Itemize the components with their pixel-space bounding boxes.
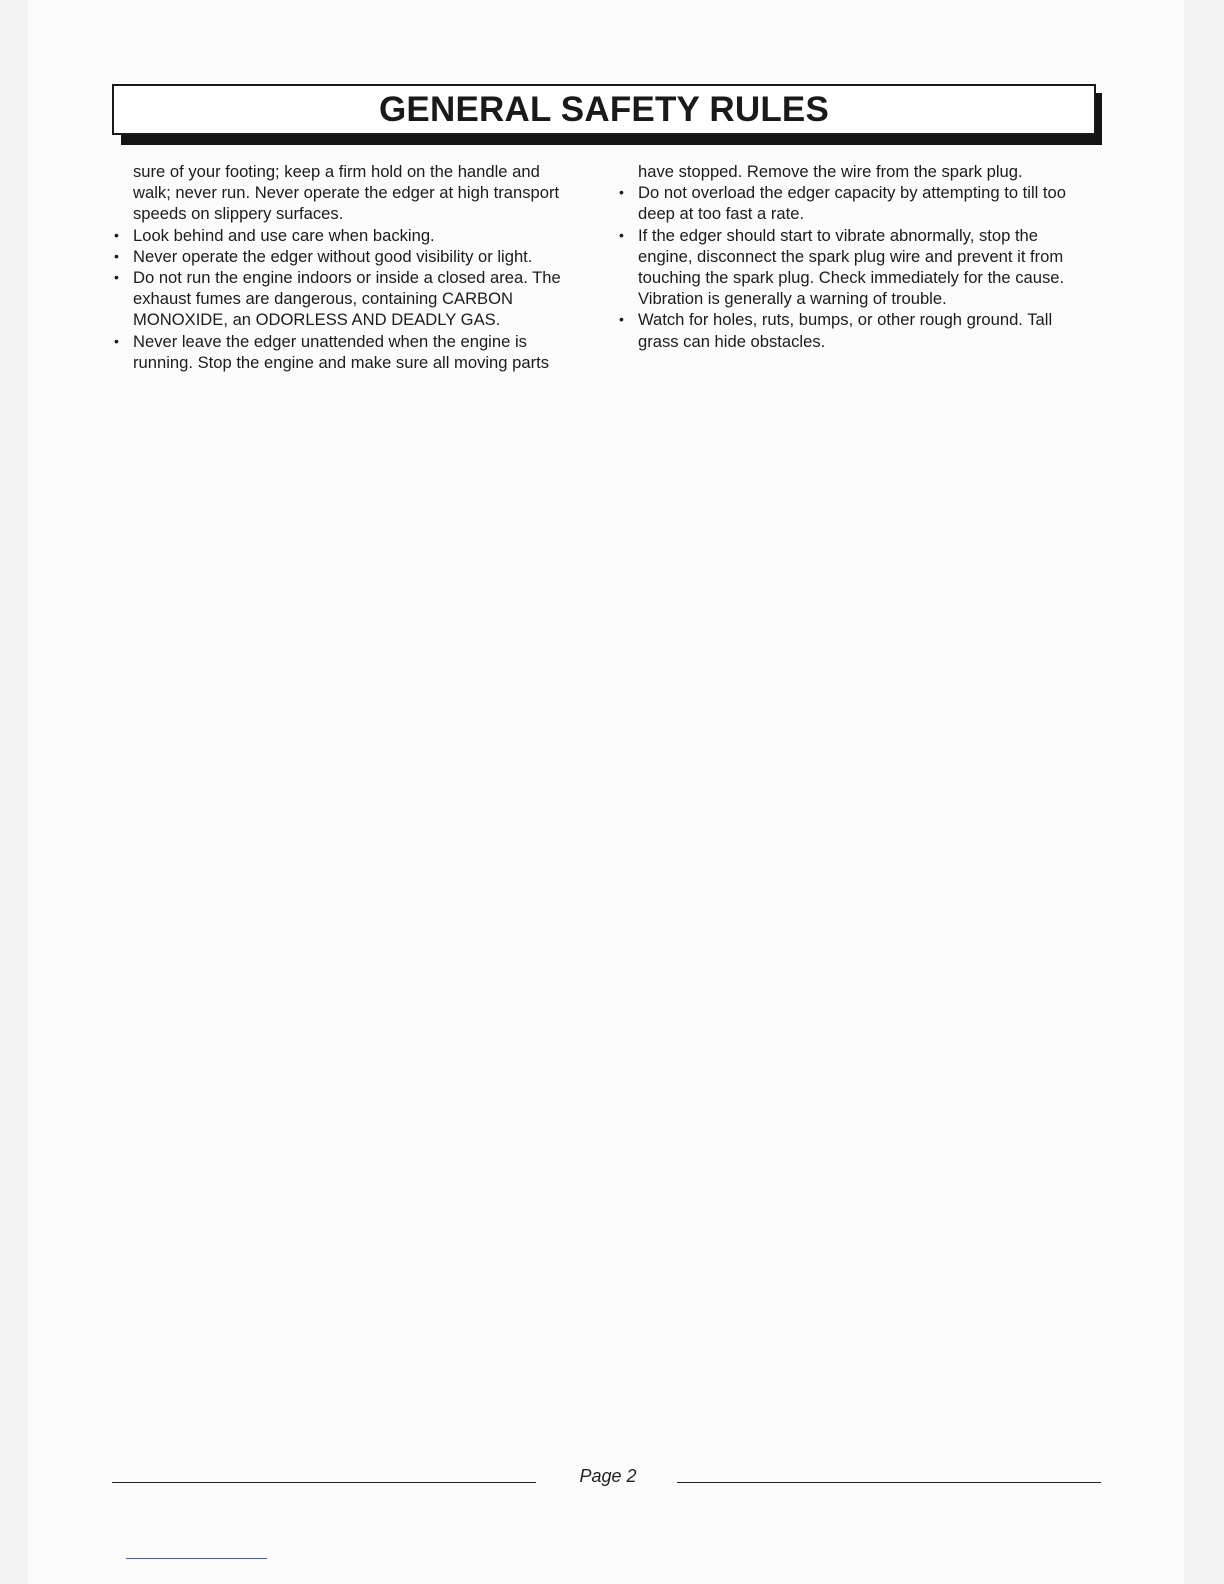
text-line (111, 267, 601, 288)
text-line-content: Do not overload the edger capacity by attempting to till too (638, 183, 1067, 203)
text-line (616, 331, 1106, 352)
bullet-icon: • (619, 184, 624, 201)
text-line-content: Never operate the edger without good visibility or light. (133, 246, 533, 266)
text-line (616, 161, 1106, 182)
text-line-content: speeds on slippery surfaces. (133, 204, 344, 224)
bullet-item (616, 309, 1106, 351)
page-number: Page 2 (579, 1466, 637, 1486)
text-line (111, 246, 601, 267)
bullet-item (111, 225, 601, 246)
bullet-item (616, 225, 1106, 310)
text-line (111, 352, 601, 373)
text-line (111, 161, 601, 182)
bullet-item (616, 182, 1106, 224)
text-line (111, 309, 601, 330)
bullet-icon: • (619, 226, 624, 243)
text-line-content: walk; never run. Never operate the edger at high transport (133, 183, 560, 203)
text-line (616, 246, 1106, 267)
footer-rule-left (112, 1482, 536, 1483)
text-line (616, 267, 1106, 288)
continued-paragraph (111, 161, 601, 225)
text-line (616, 288, 1106, 309)
text-line-content: engine, disconnect the spark plug wire and prevent it from (638, 246, 1064, 266)
text-line-content: Never leave the edger unattended when the engine is (133, 331, 527, 351)
text-line-content: Look behind and use care when backing. (133, 225, 435, 245)
text-line (616, 309, 1106, 330)
text-line-content: touching the spark plug. Check immediately for the cause. (638, 268, 1065, 288)
text-line (616, 182, 1106, 203)
bullet-icon: • (619, 311, 624, 328)
footer-rule-right (677, 1482, 1101, 1483)
bullet-item (111, 246, 601, 267)
left-column (111, 161, 601, 373)
text-line (111, 225, 601, 246)
page-title: GENERAL SAFETY RULES (379, 89, 829, 129)
bullet-icon: • (114, 269, 119, 286)
link-underline[interactable] (126, 1558, 267, 1559)
continued-paragraph (616, 161, 1106, 182)
text-line (111, 203, 601, 224)
text-line-content: Vibration is generally a warning of trouble. (638, 289, 947, 309)
text-line-content: Watch for holes, ruts, bumps, or other rough ground. Tall (638, 310, 1053, 330)
title-banner (112, 84, 1096, 135)
text-line-content: running. Stop the engine and make sure all moving parts (133, 352, 550, 372)
text-line-content: deep at too fast a rate. (638, 204, 805, 224)
text-line-content: Do not run the engine indoors or inside a closed area. The (133, 268, 561, 288)
bullet-icon: • (114, 332, 119, 349)
text-line (616, 225, 1106, 246)
text-line (111, 331, 601, 352)
bullet-icon: • (114, 247, 119, 264)
text-line (111, 182, 601, 203)
text-line-content: have stopped. Remove the wire from the spark plug. (638, 162, 1023, 181)
text-line (616, 203, 1106, 224)
text-line-content: grass can hide obstacles. (638, 331, 826, 351)
text-line-content: MONOXIDE, an ODORLESS AND DEADLY GAS. (133, 310, 501, 330)
bullet-icon: • (114, 226, 119, 243)
text-line-content: exhaust fumes are dangerous, containing CARBON (133, 289, 514, 309)
bullet-item (111, 267, 601, 331)
right-column (616, 161, 1106, 352)
text-line-content: If the edger should start to vibrate abnormally, stop the (638, 225, 1039, 245)
text-line (111, 288, 601, 309)
bullet-item (111, 331, 601, 373)
text-line-content: sure of your footing; keep a firm hold on the handle and (133, 162, 540, 181)
